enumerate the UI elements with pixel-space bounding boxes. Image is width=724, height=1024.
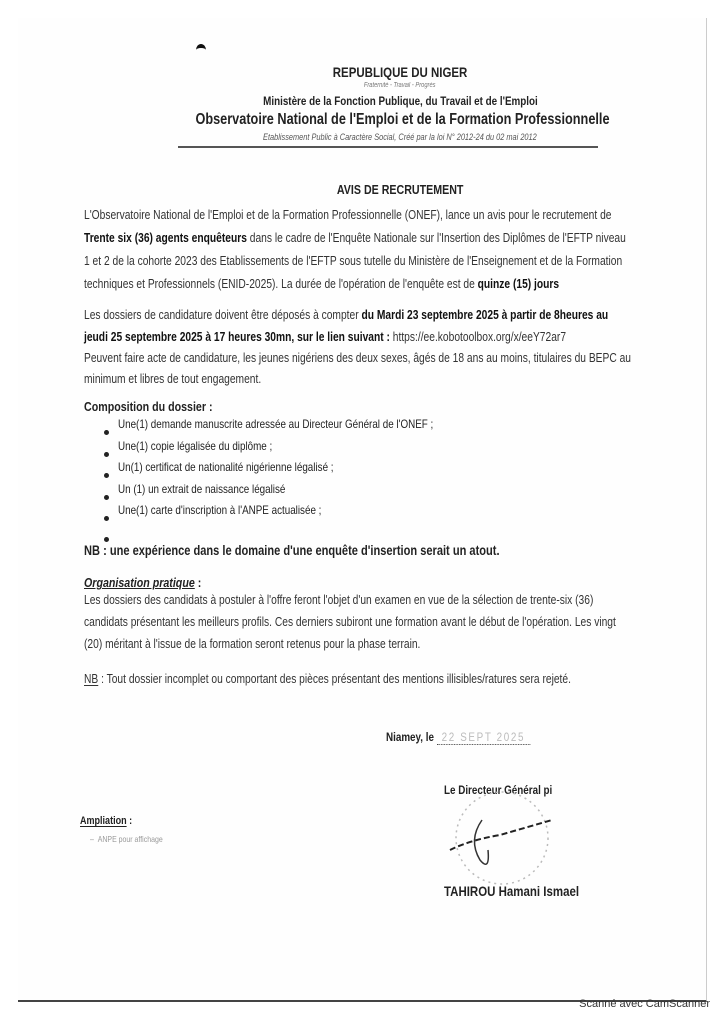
- text-line: (20) méritant à l'issue de la formation seront retenus pour la phase terrain.: [84, 637, 421, 651]
- list-item: Une(1) demande manuscrite adressée au Directeur Général de l'ONEF ;: [118, 417, 434, 431]
- application-link[interactable]: https://ee.kobotoolbox.org/x/eeY72ar7: [389, 330, 567, 344]
- list-item: Un (1) un extrait de naissance légalisé: [118, 482, 286, 496]
- composition-heading: Composition du dossier :: [84, 399, 213, 414]
- ministry-name: Ministère de la Fonction Publique, du Travail et de l'Emploi: [262, 94, 538, 108]
- ampliation-label: Ampliation :: [80, 815, 133, 827]
- text-line: L'Observatoire National de l'Emploi et de la Formation Professionnelle (ONEF), lance un avis pour le recrutement de: [84, 208, 612, 222]
- motto: Fraternité - Travail - Progrès: [364, 82, 436, 89]
- header-divider: [178, 146, 598, 148]
- bold-text: jeudi 25 septembre 2025 à 17 heures 30mn, sur le lien suivant :: [84, 330, 390, 344]
- organization-name: Observatoire National de l'Emploi et de la Formation Professionnelle: [195, 111, 610, 128]
- list-item: Une(1) copie légalisée du diplôme ;: [118, 439, 273, 453]
- bold-text: quinze (15) jours: [477, 277, 560, 291]
- list-item: Un(1) certificat de nationalité nigérienne légalisé ;: [118, 460, 334, 474]
- text-line: dans le cadre de l'Enquête Nationale sur l'Insertion des Diplômes de l'EFTP niveau: [246, 231, 626, 245]
- rejection-note: NB : Tout dossier incomplet ou comportant des pièces présentant des mentions illisibles/ratures sera rejeté.: [84, 672, 571, 686]
- bullet-icon: [104, 495, 109, 500]
- text-line: candidats présentant les meilleurs profils. Ces derniers subiront une formation avant le début de l'opération. Les vingt: [84, 615, 616, 629]
- text-line: Peuvent faire acte de candidature, les jeunes nigériens des deux sexes, âgés de 18 ans au moins, titulaires du BEPC au: [84, 351, 632, 365]
- text-line: minimum et libres de tout engagement.: [84, 372, 262, 386]
- bold-text: Trente six (36) agents enquêteurs: [84, 231, 247, 245]
- text-line: techniques et Professionnels (ENID-2025). La durée de l'opération de l'enquête est de: [84, 277, 478, 291]
- bold-text: du Mardi 23 septembre 2025 à partir de 8heures au: [361, 308, 609, 322]
- signatory-role: Le Directeur Général pi: [444, 783, 553, 797]
- text-line: Les dossiers des candidats à postuler à l'offre feront l'objet d'un examen en vue de la sélection de trente-six (36): [84, 593, 594, 607]
- bullet-icon: [104, 516, 109, 521]
- camscanner-watermark: Scanné avec CamScanner: [579, 998, 710, 1010]
- list-item: Une(1) carte d'inscription à l'ANPE actualisée ;: [118, 503, 322, 517]
- bullet-icon: [104, 430, 109, 435]
- text-line: 1 et 2 de la cohorte 2023 des Etablissements de l'EFTP sous tutelle du Ministère de l'Enseignement et de la Formation: [84, 254, 623, 268]
- bullet-icon: [104, 473, 109, 478]
- place-date: Niamey, le 22 SEPT 2025: [386, 730, 562, 744]
- bullet-icon: [104, 452, 109, 457]
- signatory-name: TAHIROU Hamani Ismael: [444, 883, 580, 899]
- date-stamp: 22 SEPT 2025: [437, 730, 530, 745]
- organisation-heading: Organisation pratique :: [84, 575, 202, 590]
- logo-mark: [196, 44, 206, 56]
- experience-note: NB : une expérience dans le domaine d'une enquête d'insertion serait un atout.: [84, 543, 500, 558]
- signature-stamp: [440, 780, 560, 890]
- ampliation-item: – ANPE pour affichage: [90, 834, 163, 844]
- bullet-icon: [104, 537, 109, 542]
- legal-status: Etablissement Public à Caractère Social, Créé par la loi N° 2012-24 du 02 mai 2012: [263, 132, 537, 142]
- document-title: AVIS DE RECRUTEMENT: [336, 182, 464, 197]
- country-name: REPUBLIQUE DU NIGER: [332, 64, 468, 80]
- text-line: Les dossiers de candidature doivent être déposés à compter: [84, 308, 362, 322]
